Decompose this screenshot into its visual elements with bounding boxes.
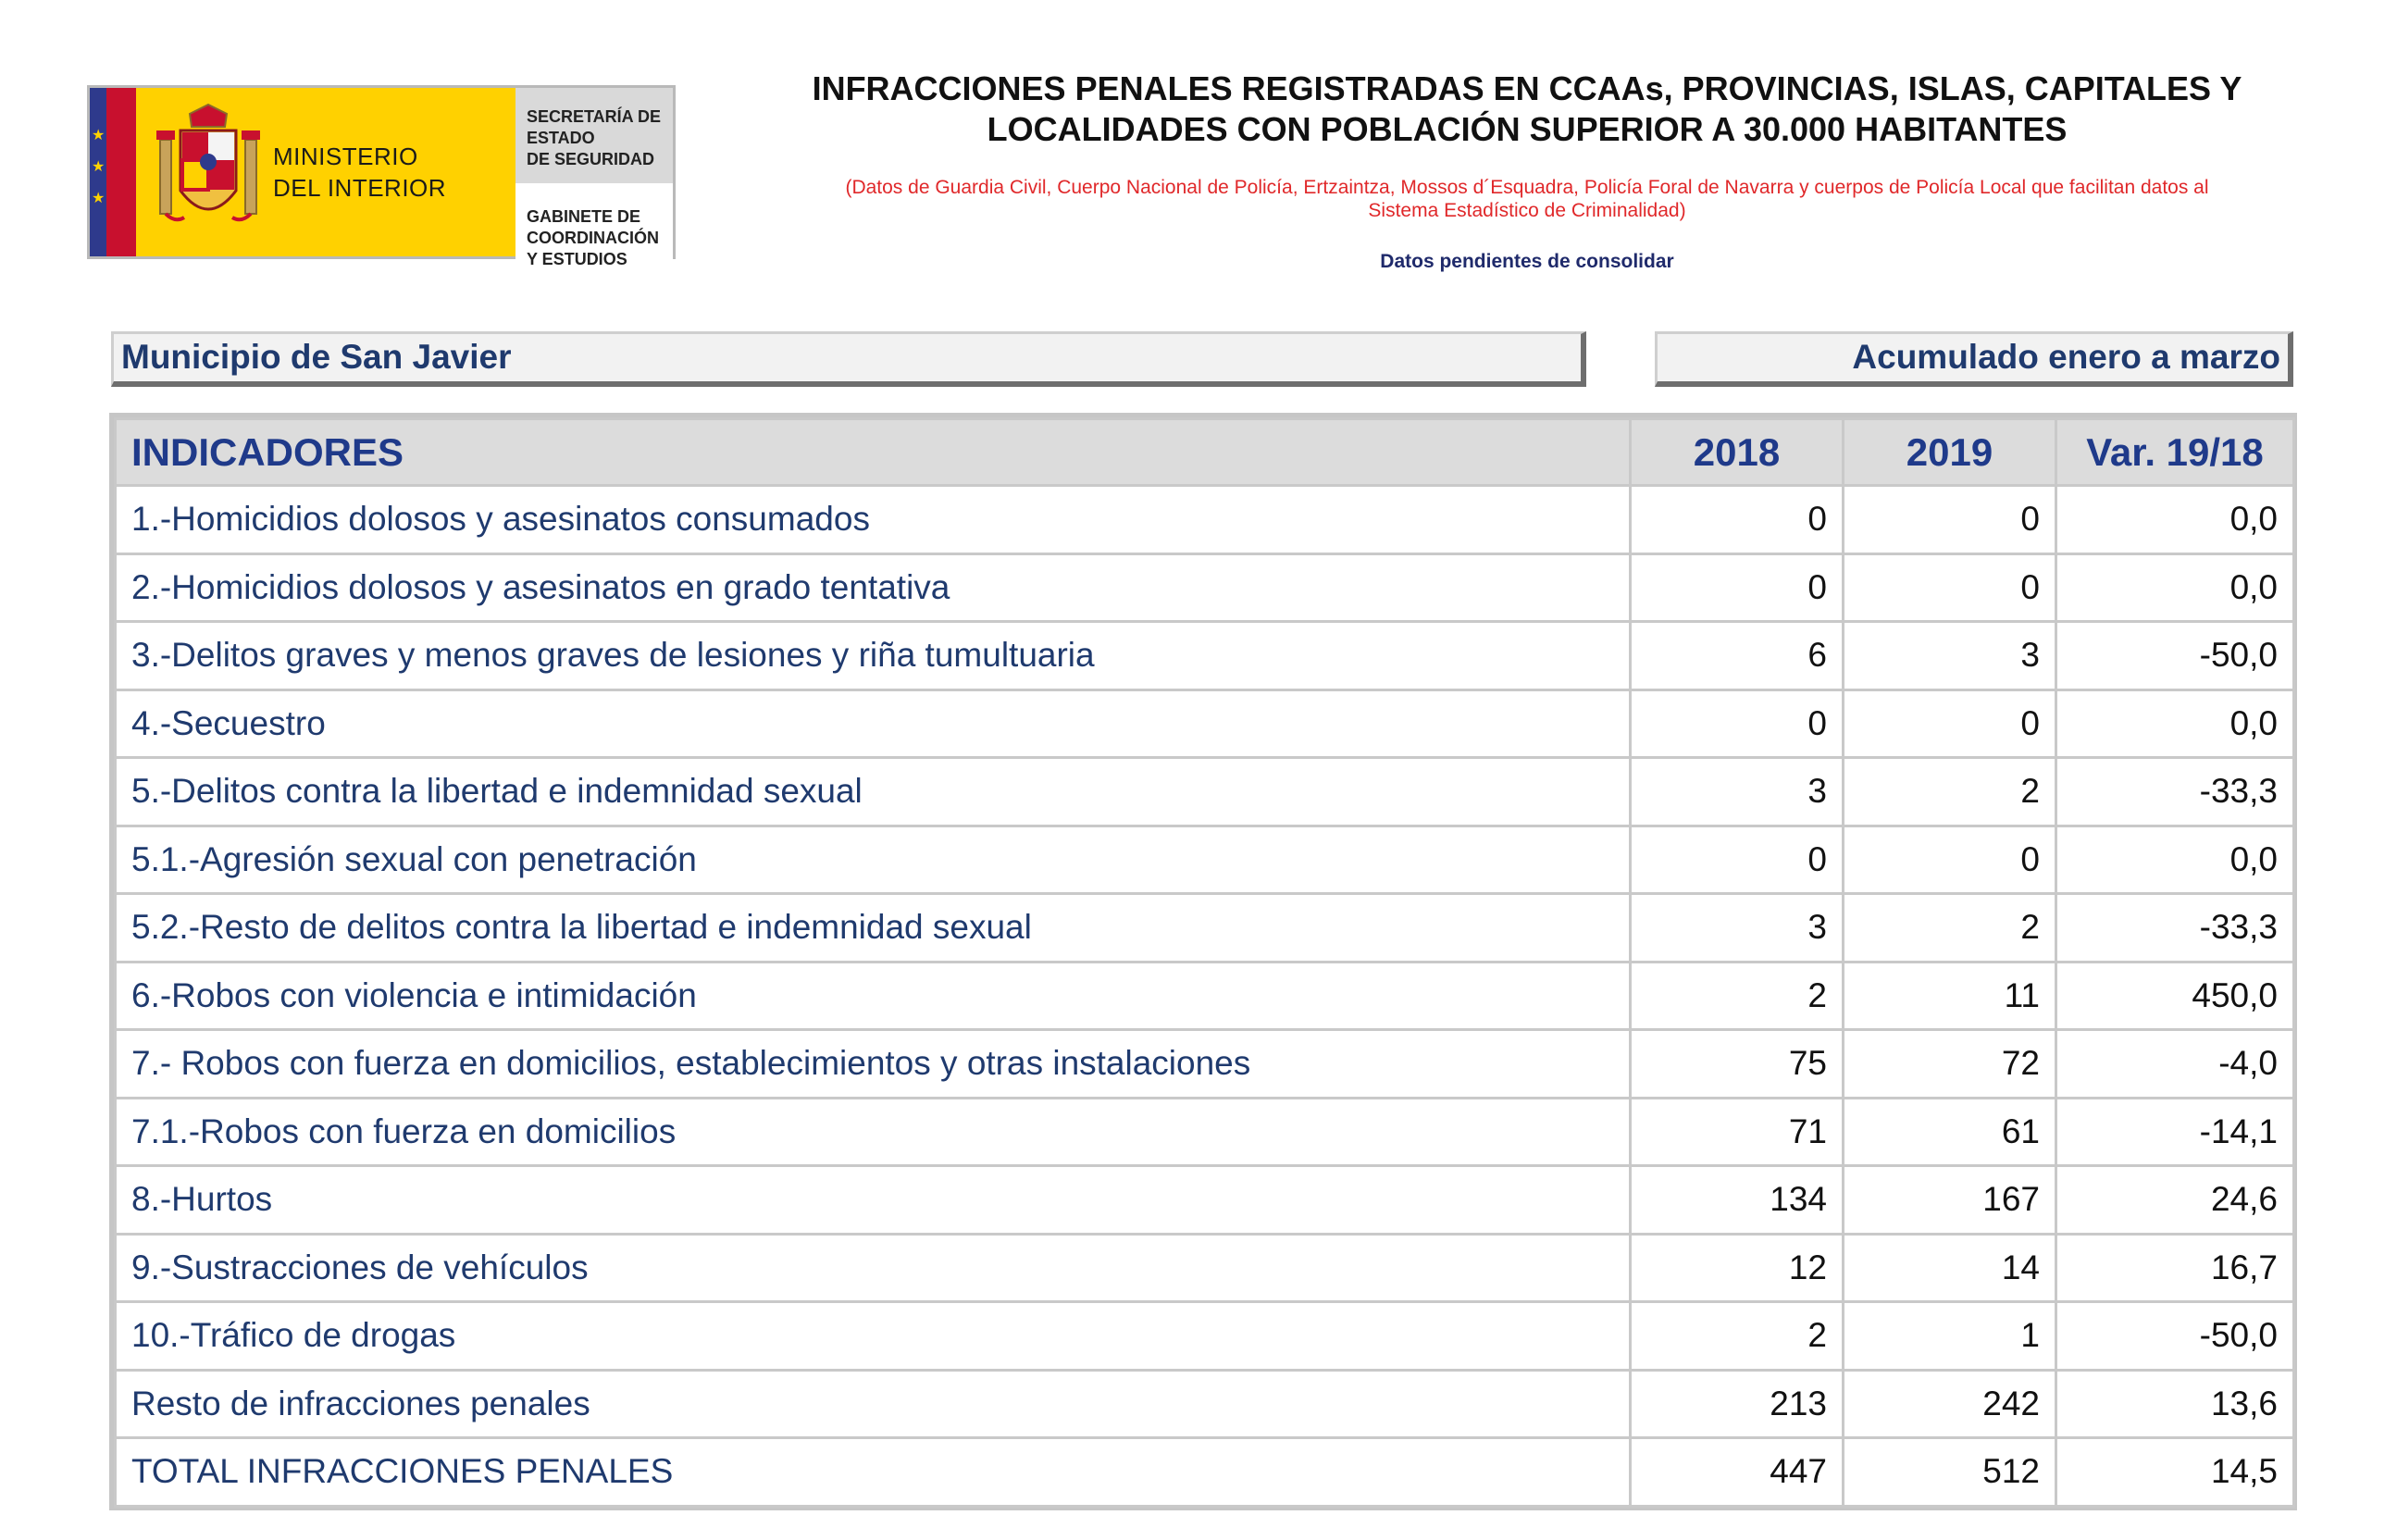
value-variation: -33,3 bbox=[2056, 758, 2294, 826]
value-variation: -50,0 bbox=[2056, 622, 2294, 690]
indicator-label: Resto de infracciones penales bbox=[116, 1370, 1631, 1438]
value-variation: 0,0 bbox=[2056, 486, 2294, 554]
value-2018: 3 bbox=[1631, 894, 1844, 962]
value-2019: 0 bbox=[1844, 689, 2056, 758]
value-2018: 6 bbox=[1631, 622, 1844, 690]
value-2019: 242 bbox=[1844, 1370, 2056, 1438]
value-variation: -4,0 bbox=[2056, 1030, 2294, 1099]
value-2019: 512 bbox=[1844, 1438, 2056, 1507]
table-row bbox=[116, 486, 2294, 554]
title-line2: LOCALIDADES CON POBLACIÓN SUPERIOR A 30.000 HABITANTES bbox=[987, 110, 2068, 148]
indicator-label: 3.-Delitos graves y menos graves de lesiones y riña tumultuaria bbox=[116, 622, 1631, 690]
value-variation: 0,0 bbox=[2056, 826, 2294, 894]
flag-stripe bbox=[90, 88, 136, 256]
indicator-label: 5.1.-Agresión sexual con penetración bbox=[116, 826, 1631, 894]
page-title bbox=[796, 68, 2258, 150]
indicator-label: 9.-Sustracciones de vehículos bbox=[116, 1234, 1631, 1302]
value-2019: 0 bbox=[1844, 486, 2056, 554]
cabinet-line1: GABINETE DE COORDINACIÓN bbox=[527, 207, 659, 247]
value-2018: 213 bbox=[1631, 1370, 1844, 1438]
table-row bbox=[116, 962, 2294, 1030]
value-2019: 0 bbox=[1844, 826, 2056, 894]
ministry-logo bbox=[87, 85, 676, 268]
indicator-label: 4.-Secuestro bbox=[116, 689, 1631, 758]
value-variation: 0,0 bbox=[2056, 553, 2294, 622]
source-note-line1: (Datos de Guardia Civil, Cuerpo Nacional de Policía, Ertzaintza, Mossos d´Esquadra, Policía Foral de Navarra y cuerpos de Policía Local que facilitan datos al bbox=[845, 177, 2209, 198]
coat-of-arms-icon bbox=[153, 103, 264, 242]
header-variation: Var. 19/18 bbox=[2056, 419, 2294, 486]
table-header-row bbox=[116, 419, 2294, 486]
indicator-label: 7.- Robos con fuerza en domicilios, establecimientos y otras instalaciones bbox=[116, 1030, 1631, 1099]
value-2019: 1 bbox=[1844, 1302, 2056, 1371]
table-row bbox=[116, 553, 2294, 622]
table-row bbox=[116, 1098, 2294, 1166]
secretariat-line2: DE SEGURIDAD bbox=[527, 150, 655, 168]
value-2018: 134 bbox=[1631, 1166, 1844, 1235]
header-year-2018: 2018 bbox=[1631, 419, 1844, 486]
value-2018: 2 bbox=[1631, 962, 1844, 1030]
cabinet-label bbox=[515, 186, 673, 283]
value-variation: 16,7 bbox=[2056, 1234, 2294, 1302]
value-2018: 3 bbox=[1631, 758, 1844, 826]
period-label: Acumulado enero a marzo bbox=[1655, 331, 2293, 387]
indicator-label: 6.-Robos con violencia e intimidación bbox=[116, 962, 1631, 1030]
table-row bbox=[116, 1234, 2294, 1302]
value-2019: 61 bbox=[1844, 1098, 2056, 1166]
indicator-label: TOTAL INFRACCIONES PENALES bbox=[116, 1438, 1631, 1507]
source-note-line2: Sistema Estadístico de Criminalidad) bbox=[1368, 200, 1686, 221]
secretariat-line1: SECRETARÍA DE ESTADO bbox=[527, 107, 662, 147]
value-2018: 71 bbox=[1631, 1098, 1844, 1166]
value-2019: 14 bbox=[1844, 1234, 2056, 1302]
value-variation: -50,0 bbox=[2056, 1302, 2294, 1371]
table-row bbox=[116, 758, 2294, 826]
municipality-label: Municipio de San Javier bbox=[111, 331, 1586, 387]
ministry-name-line1: MINISTERIO bbox=[273, 143, 418, 170]
table-row bbox=[116, 1370, 2294, 1438]
value-2018: 0 bbox=[1631, 486, 1844, 554]
value-variation: 0,0 bbox=[2056, 689, 2294, 758]
value-2018: 0 bbox=[1631, 826, 1844, 894]
value-variation: -33,3 bbox=[2056, 894, 2294, 962]
value-2019: 3 bbox=[1844, 622, 2056, 690]
value-2018: 2 bbox=[1631, 1302, 1844, 1371]
table-row bbox=[116, 894, 2294, 962]
indicator-label: 1.-Homicidios dolosos y asesinatos consumados bbox=[116, 486, 1631, 554]
table-row bbox=[116, 1438, 2294, 1507]
indicator-label: 2.-Homicidios dolosos y asesinatos en grado tentativa bbox=[116, 553, 1631, 622]
indicators-table bbox=[109, 413, 2297, 1510]
indicator-label: 8.-Hurtos bbox=[116, 1166, 1631, 1235]
table-row bbox=[116, 622, 2294, 690]
title-line1: INFRACCIONES PENALES REGISTRADAS EN CCAAs, PROVINCIAS, ISLAS, CAPITALES Y bbox=[812, 69, 2242, 107]
table-row bbox=[116, 1030, 2294, 1099]
value-2019: 2 bbox=[1844, 758, 2056, 826]
table-row bbox=[116, 689, 2294, 758]
indicator-label: 7.1.-Robos con fuerza en domicilios bbox=[116, 1098, 1631, 1166]
ministry-name-line2: DEL INTERIOR bbox=[273, 174, 447, 202]
secretariat-label bbox=[515, 88, 673, 186]
value-2018: 75 bbox=[1631, 1030, 1844, 1099]
cabinet-line2: Y ESTUDIOS bbox=[527, 250, 627, 268]
table-row bbox=[116, 1166, 2294, 1235]
header-indicators: INDICADORES bbox=[116, 419, 1631, 486]
table-row bbox=[116, 1302, 2294, 1371]
pending-note: Datos pendientes de consolidar bbox=[1380, 251, 1674, 272]
indicator-label: 10.-Tráfico de drogas bbox=[116, 1302, 1631, 1371]
value-variation: 24,6 bbox=[2056, 1166, 2294, 1235]
ministry-name bbox=[273, 141, 446, 204]
indicator-label: 5.2.-Resto de delitos contra la libertad e indemnidad sexual bbox=[116, 894, 1631, 962]
value-variation: 14,5 bbox=[2056, 1438, 2294, 1507]
value-variation: 13,6 bbox=[2056, 1370, 2294, 1438]
value-2018: 0 bbox=[1631, 553, 1844, 622]
value-2018: 0 bbox=[1631, 689, 1844, 758]
value-2019: 0 bbox=[1844, 553, 2056, 622]
value-variation: -14,1 bbox=[2056, 1098, 2294, 1166]
table-row bbox=[116, 826, 2294, 894]
value-2019: 2 bbox=[1844, 894, 2056, 962]
source-note bbox=[796, 176, 2258, 222]
indicator-label: 5.-Delitos contra la libertad e indemnidad sexual bbox=[116, 758, 1631, 826]
value-2019: 11 bbox=[1844, 962, 2056, 1030]
value-2018: 447 bbox=[1631, 1438, 1844, 1507]
value-variation: 450,0 bbox=[2056, 962, 2294, 1030]
header-year-2019: 2019 bbox=[1844, 419, 2056, 486]
eu-stars-icon: ★ ★ ★ bbox=[92, 128, 106, 206]
value-2019: 72 bbox=[1844, 1030, 2056, 1099]
value-2018: 12 bbox=[1631, 1234, 1844, 1302]
value-2019: 167 bbox=[1844, 1166, 2056, 1235]
